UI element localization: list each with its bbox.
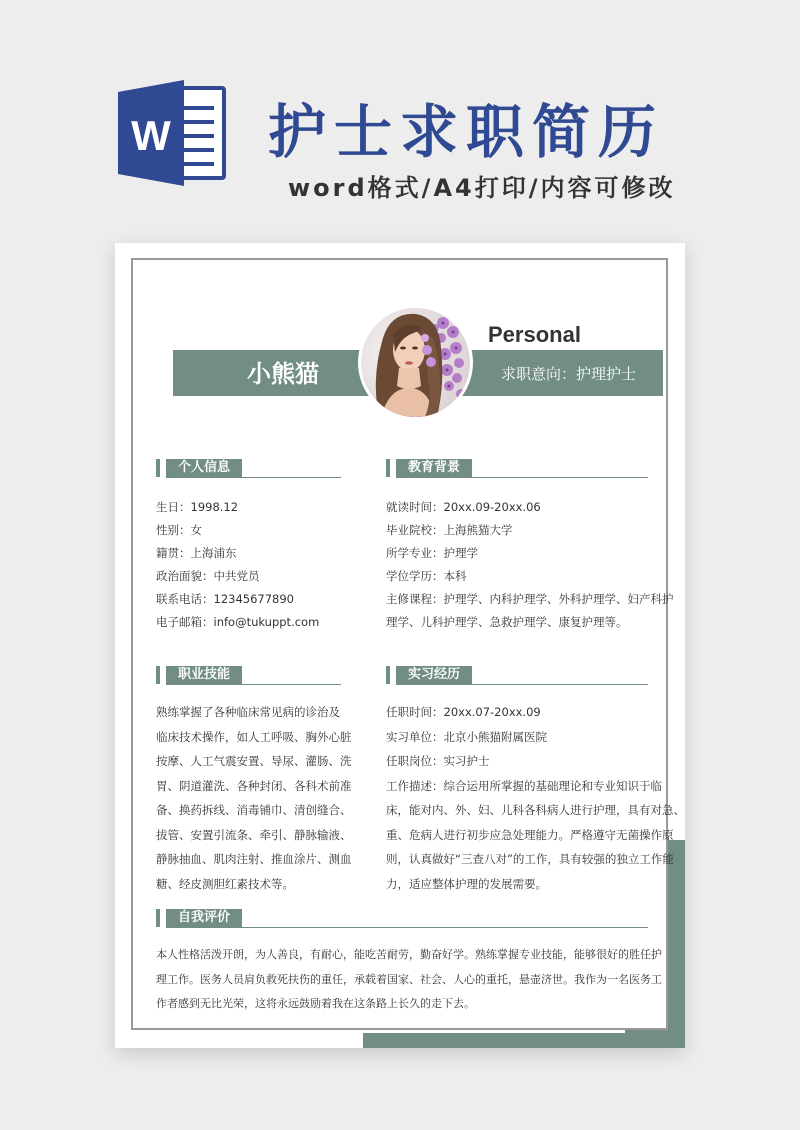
word-document-icon <box>118 78 228 188</box>
education-field: 理学、儿科护理学、急救护理学、康复护理等。 <box>386 615 628 629</box>
education-field: 所学专业：护理学 <box>386 546 478 560</box>
skills-line: 临床技术操作，如人工呼吸、胸外心脏 <box>156 729 352 744</box>
internship-line: 任职时间：20xx.07-20xx.09 <box>386 705 541 719</box>
section-title: 教育背景 <box>396 459 472 477</box>
internship-line: 工作描述：综合运用所掌握的基础理论和专业知识于临 <box>386 778 662 793</box>
section-title: 实习经历 <box>396 666 472 684</box>
internship-line: 重、危病人进行初步应急处理能力。严格遵守无菌操作原 <box>386 827 674 842</box>
skills-line: 熟练掌握了各种临床常见病的诊治及 <box>156 705 340 719</box>
internship-line: 任职岗位：实习护士 <box>386 754 490 768</box>
section-heading-education <box>386 456 648 478</box>
decorative-green-bottom <box>363 1033 685 1048</box>
education-field: 毕业院校：上海熊猫大学 <box>386 523 513 537</box>
self-evaluation-text <box>156 943 662 1017</box>
internship-line: 力，适应整体护理的发展需要。 <box>386 876 547 891</box>
skills-line: 按摩、人工气震安置、导尿、灌肠、洗 <box>156 754 352 768</box>
section-heading-personal <box>156 456 341 478</box>
self-line: 理工作。医务人员肩负救死扶伤的重任，承载着国家、社会、人心的重托，悬壶济世。我作为一名医务工 <box>156 972 662 986</box>
education-field: 就读时间：20xx.09-20xx.06 <box>386 500 541 514</box>
internship-text <box>386 700 685 896</box>
section-heading-internship <box>386 663 648 685</box>
education-field: 主修课程：护理学、内科护理学、外科护理学、妇产科护 <box>386 592 674 606</box>
section-heading-self <box>156 906 648 928</box>
personal-field: 电子邮箱：info@tukuppt.com <box>156 615 320 629</box>
self-line: 作者感到无比光荣，这将永远鼓励着我在这条路上长久的走下去。 <box>156 997 475 1010</box>
skills-text <box>156 700 352 896</box>
resume-header-title: Personal <box>488 322 581 347</box>
section-heading-skills <box>156 663 341 685</box>
portrait-photo <box>361 308 470 417</box>
section-title: 职业技能 <box>166 666 242 684</box>
personal-field: 生日：1998.12 <box>156 500 239 514</box>
banner-subtitle: word格式/A4打印/内容可修改 <box>288 174 676 202</box>
internship-line: 实习单位：北京小熊猫附属医院 <box>386 729 547 744</box>
internship-line: 床，能对内、外、妇、儿科各科病人进行护理，具有对急、 <box>386 803 685 817</box>
word-letter: W <box>131 112 171 159</box>
avatar <box>358 305 473 420</box>
skills-line: 备、换药拆线、消毒铺巾、清创缝合、 <box>156 803 352 817</box>
personal-field: 联系电话：12345677890 <box>156 592 294 606</box>
section-title: 个人信息 <box>166 459 242 477</box>
education-field: 学位学历：本科 <box>386 569 467 583</box>
skills-line: 糖、经皮测胆红素技术等。 <box>156 876 294 891</box>
section-title: 自我评价 <box>166 909 242 927</box>
banner-title: 护士求职简历 <box>268 98 665 166</box>
internship-line: 则，认真做好“三查八对”的工作，具有较强的独立工作能 <box>386 852 674 866</box>
banner <box>0 0 800 230</box>
skills-line: 静脉抽血、肌肉注射、推血涂片、测血 <box>156 852 352 866</box>
resume-paper <box>115 243 685 1048</box>
skills-line: 拔管、安置引流条、牵引、静脉输液、 <box>156 827 352 842</box>
skills-line: 胃、阴道灌洗、各种封闭、各科术前准 <box>156 778 352 793</box>
personal-field: 籍贯：上海浦东 <box>156 546 237 560</box>
self-line: 本人性格活泼开朗，为人善良，有耐心，能吃苦耐劳，勤奋好学。熟练掌握专业技能，能够很好的胜任护 <box>156 948 662 961</box>
personal-field: 政治面貌：中共党员 <box>156 569 260 583</box>
candidate-name: 小熊猫 <box>247 360 319 388</box>
resume-frame <box>131 258 685 1030</box>
job-intent: 求职意向：护理护士 <box>501 365 637 383</box>
personal-field: 性别：女 <box>156 523 202 537</box>
